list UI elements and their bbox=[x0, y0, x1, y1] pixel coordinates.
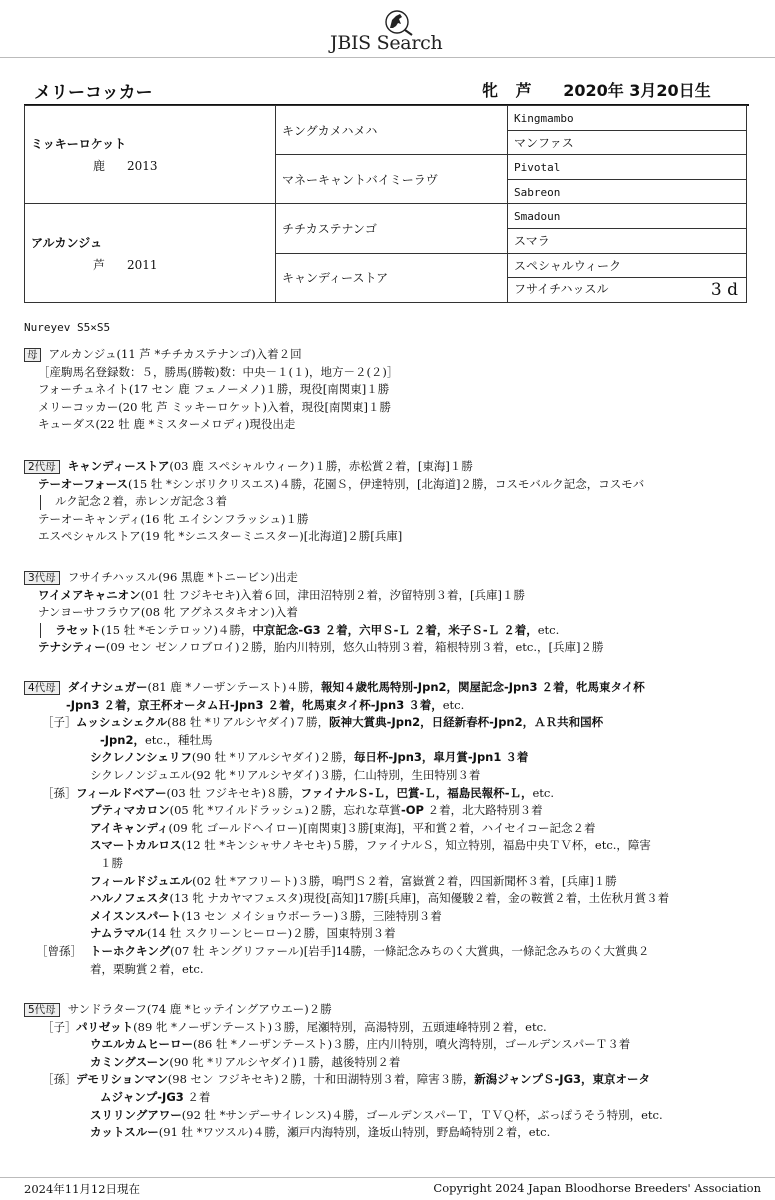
graded-wins: 毎日杯-Jpn3，皐月賞-Jpn1 ３着 bbox=[353, 750, 529, 765]
record: (01 牡 フジキセキ)入着６回，津田沼特別２着，汐留特別３着，[兵庫]１勝 bbox=[140, 587, 526, 602]
graded-wins: ムジャンプ-JG3 bbox=[100, 1089, 184, 1104]
horse-birth: 2020年 3月20日生 bbox=[563, 81, 711, 100]
horse-link[interactable]: ムッシュシェクル bbox=[76, 715, 168, 730]
record: (13 セン メイショウボーラー)３勝，三陸特別３着 bbox=[181, 908, 442, 923]
sire-cell bbox=[25, 106, 276, 204]
sire-dam[interactable]: マネーキャントバイミーラヴ bbox=[276, 155, 508, 204]
footer-copyright: Copyright 2024 Japan Bloodhorse Breeders' Association bbox=[433, 1181, 761, 1195]
horse-link[interactable]: ワイメアキャニオン bbox=[38, 587, 141, 602]
g3-4-name: Sabreon bbox=[514, 185, 561, 199]
relation-label: ［子］ bbox=[42, 1019, 77, 1034]
record: (90 牝 *リアルシヤダイ)１勝，越後特別２着 bbox=[169, 1054, 401, 1069]
list-item: テーオーキャンディ(16 牝 エイシンフラッシュ)１勝 bbox=[38, 511, 309, 526]
family-number: 3 d bbox=[710, 279, 738, 300]
record: (88 牡 *リアルシヤダイ)７勝， bbox=[167, 715, 330, 730]
dam-cell bbox=[25, 204, 276, 302]
horse-color: 芦 bbox=[515, 81, 532, 100]
record: (03 鹿 スペシャルウィーク)１勝，赤松賞２着，[東海]１勝 bbox=[169, 459, 473, 473]
horse-link[interactable]: カットスルー bbox=[90, 1125, 159, 1140]
record: (89 牝 *ノーザンテースト)３勝，尾瀬特別，高湯特別，五頭連峰特別２着，etc. bbox=[133, 1019, 547, 1034]
record: (05 牝 *ワイルドラッシュ)２勝，忘れな草賞 bbox=[169, 803, 401, 818]
g3-4[interactable] bbox=[508, 179, 747, 204]
list-item: シクレノンジュエル(92 牝 *リアルシヤダイ)３勝，仁山特別，生田特別３着 bbox=[90, 767, 481, 782]
record: (12 牡 *キンシャサノキセキ)５勝，ファイナルＳ，知立特別，福島中央ＴＶ杯，etc.，障害 bbox=[181, 838, 651, 853]
record: (86 牡 *ノーザンテースト)３勝，庄内川特別，噴火湾特別，ゴールデンスパーＴ３着 bbox=[193, 1037, 631, 1052]
list-item: エスペシャルストア(19 牝 *シニスターミニスター)[北海道]２勝[兵庫] bbox=[38, 529, 403, 544]
record: etc. bbox=[532, 785, 555, 800]
dam-dam[interactable]: キャンディーストア bbox=[276, 253, 508, 302]
g3-8-name: フサイチハッスル bbox=[514, 281, 609, 296]
relation-label: ［孫］ bbox=[42, 1072, 77, 1087]
record: ルク記念２着，赤レンガ記念３着 bbox=[55, 494, 227, 509]
section-2nd-dam bbox=[24, 458, 754, 546]
record: (13 牝 ナカヤマフェスタ)現役[高知]17勝[兵庫]，高知優駿２着，金の鞍賞２着，土佐秋月賞３着 bbox=[169, 891, 670, 906]
horse-link[interactable]: テーオーフォース bbox=[38, 476, 129, 491]
g3-3[interactable] bbox=[508, 155, 747, 180]
horse-link[interactable]: スマートカルロス bbox=[90, 838, 182, 853]
g3-1[interactable] bbox=[508, 106, 747, 131]
g3-1-name: Kingmambo bbox=[514, 111, 574, 125]
graded-wins: 阪神大賞典-Jpn2，日経新春杯-Jpn2，ＡＲ共和国杯 bbox=[329, 715, 604, 730]
section-4th-dam bbox=[24, 679, 754, 978]
horse-link[interactable]: メイスンスパート bbox=[90, 908, 182, 923]
g3-5[interactable] bbox=[508, 204, 747, 229]
dam-year: 2011 bbox=[127, 257, 158, 272]
record: 着，栗駒賞２着，etc. bbox=[90, 961, 204, 976]
tree-bar bbox=[40, 495, 41, 510]
section-tag: 2代母 bbox=[24, 460, 60, 474]
horse-link[interactable]: ラセット bbox=[55, 622, 101, 637]
record: １勝 bbox=[100, 855, 123, 870]
horse-link[interactable]: キャンディーストア bbox=[67, 459, 170, 473]
sire-details bbox=[31, 157, 269, 174]
list-item: ナンヨーサフラウア(08 牝 アグネスタキオン)入着 bbox=[38, 605, 298, 620]
list-item: フォーチュネイト(17 セン 鹿 フェノーメノ)１勝，現役[南関東]１勝 bbox=[38, 382, 390, 397]
record: (09 セン ゼンノロブロイ)２勝，胎内川特別，悠久山特別３着，箱根特別３着，etc.，[兵庫]２勝 bbox=[105, 640, 604, 655]
record: (91 牡 *ワツスル)４勝，瀬戸内海特別，逢坂山特別，野島崎特別２着，etc. bbox=[158, 1125, 551, 1140]
g3-2[interactable]: マンファス bbox=[508, 130, 747, 155]
inbreeding-cross: Nureyev S5×S5 bbox=[24, 321, 111, 334]
section-tag: 4代母 bbox=[24, 681, 60, 695]
section-5th-dam bbox=[24, 1001, 754, 1142]
record: ２着，北大路特別３着 bbox=[423, 803, 543, 818]
dam-sire[interactable]: チチカステナンゴ bbox=[276, 204, 508, 253]
record: (92 牡 *サンデーサイレンス)４勝，ゴールデンスパーＴ，ＴＶＱ杯，ぶっぽうそう特別，etc. bbox=[181, 1107, 663, 1122]
horse-link[interactable]: ナムラマル bbox=[90, 926, 147, 941]
dam-line: アルカンジュ(11 芦 *チチカステナンゴ)入着２回 bbox=[48, 347, 302, 361]
logo-text: JBIS Search bbox=[330, 32, 443, 54]
relation-label: ［子］ bbox=[42, 715, 77, 730]
record: (98 セン フジキセキ)２勝，十和田湖特別３着，障害３勝， bbox=[167, 1072, 475, 1087]
graded-wins: -Jpn2， bbox=[100, 732, 145, 747]
record: etc.，種牡馬 bbox=[144, 732, 213, 747]
dam-name[interactable]: アルカンジュ bbox=[31, 235, 102, 250]
horse-info bbox=[482, 78, 723, 101]
tree-bar bbox=[40, 623, 41, 638]
graded-wins: -OP bbox=[400, 803, 424, 818]
record: (09 牝 ゴールドヘイロー)[南関東]３勝[東海]，平和賞２着，ハイセイコー記念２着 bbox=[168, 820, 596, 835]
horse-link[interactable]: ウエルカムヒーロー bbox=[90, 1037, 194, 1052]
record: (15 牡 *モンテロッソ)４勝， bbox=[101, 622, 253, 637]
record: サンドラターフ(74 鹿 *ヒッテイングアウエー)２勝 bbox=[67, 1002, 332, 1016]
horse-link[interactable]: カミングスーン bbox=[90, 1054, 170, 1069]
sire-sire[interactable]: キングカメハメハ bbox=[276, 106, 508, 155]
horse-link[interactable]: ハルノフェスタ bbox=[90, 891, 170, 906]
footer-date: 2024年11月12日現在 bbox=[24, 1182, 141, 1196]
horse-link[interactable]: スリリングアワー bbox=[90, 1107, 182, 1122]
horse-name: メリーコッカー bbox=[34, 83, 153, 103]
record: (07 牡 キングリファール)[岩手]14勝，一條記念みちのく大賞典，一條記念みちのく大賞典２ bbox=[170, 943, 650, 958]
section-3rd-dam bbox=[24, 569, 754, 657]
g3-3-name: Pivotal bbox=[514, 160, 561, 174]
header-divider bbox=[0, 57, 775, 58]
record: (15 牡 *シンボリクリスエス)４勝，花園Ｓ，伊達特別，[北海道]２勝，コスモバルク記念，コスモバ bbox=[128, 476, 645, 491]
section-tag: 3代母 bbox=[24, 571, 60, 585]
horse-link[interactable]: ダイナシュガー bbox=[67, 680, 148, 694]
graded-wins: ファイナルＳ-Ｌ，巴賞-Ｌ，福島民報杯-Ｌ， bbox=[300, 785, 533, 800]
relation-label: ［孫］ bbox=[42, 785, 77, 800]
horse-link[interactable]: テナシティー bbox=[38, 640, 106, 655]
sire-year: 2013 bbox=[127, 159, 158, 174]
footer-divider bbox=[0, 1177, 775, 1178]
graded-wins: 報知４歳牝馬特別-Jpn2，関屋記念-Jpn3 ２着，牝馬東タイ杯 bbox=[321, 680, 645, 694]
horse-link[interactable]: シクレノンシェリフ bbox=[90, 750, 192, 765]
record: etc. bbox=[537, 622, 560, 637]
list-item: メリーコッカー(20 牝 芦 ミッキーロケット)入着，現役[南関東]１勝 bbox=[38, 399, 392, 414]
dam-details bbox=[31, 256, 269, 273]
graded-wins: 中京記念-G3 ２着，六甲Ｓ-Ｌ ２着，米子Ｓ-Ｌ ２着， bbox=[252, 622, 538, 637]
record: (81 鹿 *ノーザンテースト)４勝， bbox=[147, 680, 322, 694]
g3-6[interactable]: スマラ bbox=[508, 228, 747, 253]
horse-link[interactable]: トーホクキング bbox=[90, 943, 171, 958]
section-dam bbox=[24, 346, 754, 434]
graded-wins: -Jpn3 ２着，京王杯オータムＨ-Jpn3 ２着，牝馬東タイ杯-Jpn3 ３着， bbox=[66, 697, 443, 712]
sire-name[interactable]: ミッキーロケット bbox=[31, 137, 127, 152]
record: ２着 bbox=[183, 1089, 211, 1104]
horse-link[interactable]: フィールドジュエル bbox=[90, 873, 193, 888]
horse-link[interactable]: デモリションマン bbox=[76, 1072, 168, 1087]
pedigree-table bbox=[24, 105, 747, 303]
horse-link[interactable]: パリゼット bbox=[76, 1019, 134, 1034]
horse-link[interactable]: フィールドベアー bbox=[76, 785, 167, 800]
record: etc. bbox=[442, 697, 465, 712]
record: (02 牡 *アフリート)３勝，鳴門Ｓ２着，富嶽賞２着，四国新聞杯３着，[兵庫]１勝 bbox=[192, 873, 617, 888]
g3-5-name: Smadoun bbox=[514, 210, 561, 224]
horse-link[interactable]: プティマカロン bbox=[90, 803, 170, 818]
dam-color: 芦 bbox=[93, 257, 106, 272]
horse-sex: 牝 bbox=[482, 81, 499, 100]
record: (14 牡 スクリーンヒーロー)２勝，国東特別３着 bbox=[146, 926, 396, 941]
section-tag: 母 bbox=[24, 348, 41, 362]
progeny-stats: ［産駒馬名登録数：５，勝馬(勝鞍)数：中央－１(１)，地方－２(２)］ bbox=[38, 364, 399, 379]
graded-wins: 新潟ジャンプＳ-JG3，東京オータ bbox=[474, 1072, 651, 1087]
section-tag: 5代母 bbox=[24, 1003, 60, 1017]
list-item: キューダス(22 牡 鹿 *ミスターメロディ)現役出走 bbox=[38, 417, 296, 432]
g3-7[interactable]: スペシャルウィーク bbox=[508, 253, 747, 278]
g3-8[interactable] bbox=[508, 278, 747, 303]
horse-link[interactable]: アイキャンディ bbox=[90, 820, 169, 835]
record: (03 牡 フジキセキ)８勝， bbox=[166, 785, 301, 800]
record: フサイチハッスル(96 黒鹿 *トニービン)出走 bbox=[67, 570, 298, 584]
record: (90 牡 *リアルシヤダイ)２勝， bbox=[191, 750, 354, 765]
relation-label: ［曾孫］ bbox=[36, 943, 82, 958]
jbis-search-logo[interactable] bbox=[330, 8, 470, 52]
sire-color: 鹿 bbox=[93, 159, 106, 174]
